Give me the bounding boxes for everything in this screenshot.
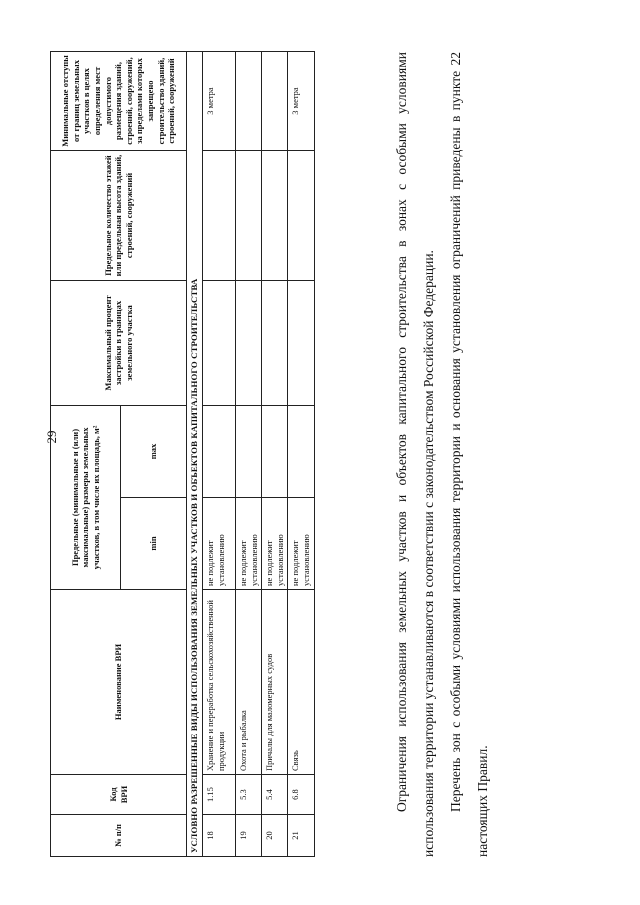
row-area-min: не подлежит установлению bbox=[262, 498, 288, 590]
row-name: Связь bbox=[288, 590, 314, 775]
row-setback bbox=[262, 52, 288, 151]
row-area-max bbox=[288, 406, 314, 498]
header-percent: Максимальный процент застройки в границах земельного участка bbox=[51, 281, 187, 406]
row-num: 19 bbox=[235, 815, 261, 857]
row-floors bbox=[202, 151, 235, 281]
row-setback: 3 метра bbox=[202, 52, 235, 151]
restrictions-paragraph: Ограничения использования земельных участков и объектов капитального строительства в зонах с особыми условиями использования территории устанавливаются в соответствии с законодательством Российской Федерации. bbox=[394, 52, 436, 857]
header-area: Предельные (минимальные и (или) максимальные) размеры земельных участков, в том числе их площадь, м² bbox=[51, 406, 121, 590]
row-setback bbox=[235, 52, 261, 151]
row-area-min: не подлежит установлению bbox=[235, 498, 261, 590]
row-num: 18 bbox=[202, 815, 235, 857]
row-percent bbox=[235, 281, 261, 406]
row-area-max bbox=[235, 406, 261, 498]
row-code: 6.8 bbox=[288, 775, 314, 815]
row-name: Хранение и переработка сельскохозяйственной продукции bbox=[202, 590, 235, 775]
row-percent bbox=[262, 281, 288, 406]
header-name: Наименование ВРИ bbox=[51, 590, 187, 775]
table-row bbox=[288, 52, 314, 857]
row-percent bbox=[202, 281, 235, 406]
header-area-min: min bbox=[121, 498, 187, 590]
row-percent bbox=[288, 281, 314, 406]
page-number: 29 bbox=[44, 430, 59, 444]
row-code: 1.15 bbox=[202, 775, 235, 815]
row-setback: 3 метра bbox=[288, 52, 314, 151]
land-use-table bbox=[50, 51, 315, 857]
section-title: УСЛОВНО РАЗРЕШЕННЫЕ ВИДЫ ИСПОЛЬЗОВАНИЯ ЗЕМЕЛЬНЫХ УЧАСТКОВ И ОБЪЕКТОВ КАПИТАЛЬНОГО СТРОИТЕЛЬСТВА bbox=[187, 52, 203, 857]
row-area-min: не подлежит установлению bbox=[202, 498, 235, 590]
section-row bbox=[187, 52, 203, 857]
table-row bbox=[202, 52, 235, 857]
row-area-max bbox=[202, 406, 235, 498]
row-name: Охота и рыбалка bbox=[235, 590, 261, 775]
row-floors bbox=[288, 151, 314, 281]
row-area-max bbox=[262, 406, 288, 498]
row-floors bbox=[262, 151, 288, 281]
row-code: 5.4 bbox=[262, 775, 288, 815]
row-num: 20 bbox=[262, 815, 288, 857]
zones-list-paragraph: Перечень зон с особыми условиями использования территории и основания установления ограничений приведены в пункте 22 настоящих Правил. bbox=[448, 52, 490, 857]
table-row bbox=[262, 52, 288, 857]
header-num: № п/п bbox=[51, 815, 187, 857]
table-row bbox=[235, 52, 261, 857]
row-code: 5.3 bbox=[235, 775, 261, 815]
header-setback: Минимальные отступы от границ земельных участков в целях определения мест допустимого размещения зданий, строений, сооружений, за пределами которых запрещено строительство зданий, строений, сооружений bbox=[51, 52, 187, 151]
header-code: Код ВРИ bbox=[51, 775, 187, 815]
row-area-min: не подлежит установлению bbox=[288, 498, 314, 590]
row-num: 21 bbox=[288, 815, 314, 857]
header-floors: Предельное количество этажей или предельная высота зданий, строений, сооружений bbox=[51, 151, 187, 281]
row-name: Причалы для маломерных судов bbox=[262, 590, 288, 775]
header-area-max: max bbox=[121, 406, 187, 498]
rotated-page-content bbox=[50, 52, 570, 857]
row-floors bbox=[235, 151, 261, 281]
